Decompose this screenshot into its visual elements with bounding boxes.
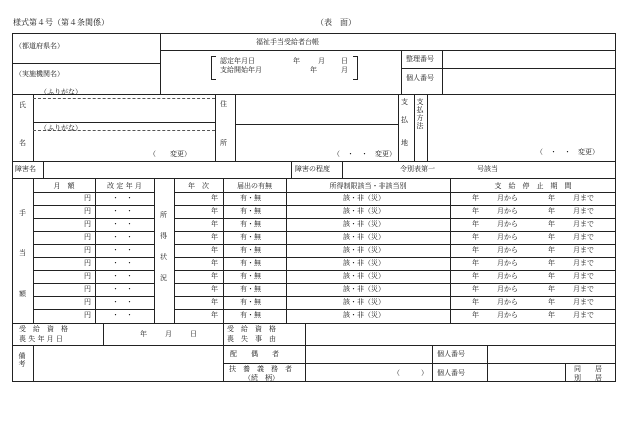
start-year-unit: 年 <box>310 66 317 74</box>
filing-status: 有・無 <box>240 233 261 241</box>
allowance-side-3: 額 <box>19 290 26 298</box>
suspend-to-month: 月まで <box>573 246 594 254</box>
suspend-to-month: 月まで <box>573 259 594 267</box>
income-limit-status: 該・非（災） <box>343 311 385 319</box>
given-name-label: 名 <box>19 139 26 147</box>
filing-status: 有・無 <box>240 285 261 293</box>
allowance-side-2: 当 <box>19 249 26 257</box>
year-unit: 年 <box>211 233 218 241</box>
header-revised: 改 定 年 月 <box>107 182 142 190</box>
personal-no-label: 個人番号 <box>406 74 434 82</box>
header-suspension: 支 給 停 止 期 間 <box>494 182 572 190</box>
suspend-to-month: 月まで <box>573 272 594 280</box>
furigana-label-2: （ふりがな） <box>40 124 82 132</box>
suspend-to-year: 年 <box>548 220 555 228</box>
year-unit: 年 <box>211 272 218 280</box>
suspend-to-year: 年 <box>548 298 555 306</box>
suspend-to-month: 月まで <box>573 194 594 202</box>
allowance-side-1: 手 <box>19 209 26 217</box>
prefecture-label: （都道府県名） <box>15 42 64 50</box>
income-side-2: 得 <box>160 232 167 240</box>
year-unit: 年 <box>211 194 218 202</box>
table-reference: 令別表第一 <box>400 165 435 173</box>
suspend-from-month: 月から <box>497 220 518 228</box>
suspend-to-year: 年 <box>548 285 555 293</box>
income-side-3: 状 <box>160 253 167 261</box>
monthly-yen: 円 <box>84 246 91 254</box>
income-limit-status: 該・非（災） <box>343 246 385 254</box>
suspend-to-year: 年 <box>548 194 555 202</box>
separate-label: 別 居 <box>574 374 602 382</box>
suspend-from-year: 年 <box>472 298 479 306</box>
monthly-yen: 円 <box>84 220 91 228</box>
suspend-from-month: 月から <box>497 233 518 241</box>
remarks-label: 備考 <box>18 352 26 368</box>
suspend-to-year: 年 <box>548 311 555 319</box>
suspend-from-year: 年 <box>472 311 479 319</box>
suspend-from-month: 月から <box>497 207 518 215</box>
header-income-limit: 所得制限該当・非該当別 <box>329 182 407 190</box>
suspend-to-month: 月まで <box>573 233 594 241</box>
year-unit: 年 <box>211 285 218 293</box>
suspend-to-month: 月まで <box>573 298 594 306</box>
monthly-yen: 円 <box>84 298 91 306</box>
cohabit-label: 同 居 <box>574 365 602 373</box>
suspend-from-month: 月から <box>497 285 518 293</box>
suspend-to-month: 月まで <box>573 285 594 293</box>
monthly-yen: 円 <box>84 259 91 267</box>
revised-date: ・ ・ <box>112 311 133 319</box>
personal-no-label-1: 個人番号 <box>437 350 465 358</box>
revised-date: ・ ・ <box>112 233 133 241</box>
loss-month-unit: 月 <box>165 330 172 338</box>
pay-place-label-2: 払 <box>401 116 408 124</box>
suspend-from-year: 年 <box>472 194 479 202</box>
spouse-label: 配 偶 者 <box>230 350 279 358</box>
revised-date: ・ ・ <box>112 207 133 215</box>
ledger-title: 福祉手当受給者台帳 <box>256 38 319 46</box>
monthly-yen: 円 <box>84 194 91 202</box>
year-unit: 年 <box>211 298 218 306</box>
year-unit: 年 <box>211 311 218 319</box>
suspend-to-month: 月まで <box>573 220 594 228</box>
name-changed-note: （ 変更） <box>149 150 191 158</box>
suspend-from-year: 年 <box>472 259 479 267</box>
header-year: 年 次 <box>188 182 209 190</box>
revised-date: ・ ・ <box>112 285 133 293</box>
suspend-from-month: 月から <box>497 246 518 254</box>
loss-date-label-1: 受 給 資 格 <box>19 325 68 333</box>
filing-status: 有・無 <box>240 272 261 280</box>
filing-status: 有・無 <box>240 298 261 306</box>
income-limit-status: 該・非（災） <box>343 207 385 215</box>
cert-day-unit: 日 <box>341 57 348 65</box>
surname-label: 氏 <box>19 101 26 109</box>
furigana-label-1: （ふりがな） <box>40 88 82 96</box>
relationship-paren: （ ） <box>393 369 428 377</box>
revised-date: ・ ・ <box>112 246 133 254</box>
income-limit-status: 該・非（災） <box>343 298 385 306</box>
suspend-from-year: 年 <box>472 246 479 254</box>
pay-place-label-3: 地 <box>401 139 408 147</box>
suspend-to-year: 年 <box>548 272 555 280</box>
year-unit: 年 <box>211 207 218 215</box>
disability-degree-label: 障害の程度 <box>295 165 330 173</box>
start-date-label: 支給開始年月 <box>220 66 262 74</box>
header-filing: 届出の有無 <box>237 182 272 190</box>
header-monthly: 月 額 <box>53 182 75 190</box>
suspend-from-year: 年 <box>472 272 479 280</box>
form-number: 様式第４号（第４条関係） <box>13 18 109 27</box>
supporter-label-2: （続 柄） <box>244 374 279 382</box>
supporter-label-1: 扶 養 義 務 者 <box>229 365 292 373</box>
personal-no-label-2: 個人番号 <box>437 369 465 377</box>
cert-year-unit: 年 <box>293 57 300 65</box>
filing-status: 有・無 <box>240 246 261 254</box>
loss-reason-label-2: 喪 失 事 由 <box>227 335 276 343</box>
loss-date-label-2: 喪 失 年 月 日 <box>19 335 63 343</box>
monthly-yen: 円 <box>84 207 91 215</box>
agency-label: （実施機関名） <box>15 70 64 78</box>
pay-place-label-1: 支 <box>401 98 408 106</box>
income-limit-status: 該・非（災） <box>343 220 385 228</box>
income-limit-status: 該・非（災） <box>343 259 385 267</box>
filing-status: 有・無 <box>240 259 261 267</box>
address-changed-note: （ ・ ・ 変更） <box>333 150 396 158</box>
year-unit: 年 <box>211 220 218 228</box>
suspend-to-year: 年 <box>548 233 555 241</box>
filing-status: 有・無 <box>240 194 261 202</box>
loss-reason-label-1: 受 給 資 格 <box>227 325 276 333</box>
suspend-from-month: 月から <box>497 259 518 267</box>
suspend-to-month: 月まで <box>573 207 594 215</box>
pay-changed-note: （ ・ ・ 変更） <box>536 148 599 156</box>
income-side-1: 所 <box>160 211 167 219</box>
suspend-from-month: 月から <box>497 194 518 202</box>
address-label-1: 住 <box>220 100 227 108</box>
loss-year-unit: 年 <box>140 330 147 338</box>
disability-name-label: 障害名 <box>15 165 36 173</box>
start-month-unit: 月 <box>341 66 348 74</box>
cert-date-label: 認定年月日 <box>220 57 255 65</box>
suspend-from-month: 月から <box>497 311 518 319</box>
reg-no-label: 整理番号 <box>406 55 434 63</box>
suspend-to-year: 年 <box>548 259 555 267</box>
filing-status: 有・無 <box>240 207 261 215</box>
form-side-label: （表 面） <box>316 18 356 27</box>
suspend-from-year: 年 <box>472 220 479 228</box>
year-unit: 年 <box>211 246 218 254</box>
clause-suffix: 号該当 <box>477 165 498 173</box>
revised-date: ・ ・ <box>112 298 133 306</box>
suspend-from-year: 年 <box>472 233 479 241</box>
filing-status: 有・無 <box>240 220 261 228</box>
year-unit: 年 <box>211 259 218 267</box>
pay-method-label: 支払方法 <box>416 98 424 130</box>
suspend-from-month: 月から <box>497 298 518 306</box>
monthly-yen: 円 <box>84 311 91 319</box>
revised-date: ・ ・ <box>112 259 133 267</box>
filing-status: 有・無 <box>240 311 261 319</box>
income-limit-status: 該・非（災） <box>343 233 385 241</box>
monthly-yen: 円 <box>84 233 91 241</box>
loss-day-unit: 日 <box>190 330 197 338</box>
suspend-to-month: 月まで <box>573 311 594 319</box>
revised-date: ・ ・ <box>112 220 133 228</box>
cert-month-unit: 月 <box>318 57 325 65</box>
suspend-from-year: 年 <box>472 207 479 215</box>
suspend-to-year: 年 <box>548 246 555 254</box>
monthly-yen: 円 <box>84 285 91 293</box>
revised-date: ・ ・ <box>112 272 133 280</box>
monthly-yen: 円 <box>84 272 91 280</box>
income-side-4: 況 <box>160 274 167 282</box>
income-limit-status: 該・非（災） <box>343 194 385 202</box>
revised-date: ・ ・ <box>112 194 133 202</box>
suspend-to-year: 年 <box>548 207 555 215</box>
suspend-from-year: 年 <box>472 285 479 293</box>
address-label-2: 所 <box>220 139 227 147</box>
income-limit-status: 該・非（災） <box>343 272 385 280</box>
suspend-from-month: 月から <box>497 272 518 280</box>
income-limit-status: 該・非（災） <box>343 285 385 293</box>
